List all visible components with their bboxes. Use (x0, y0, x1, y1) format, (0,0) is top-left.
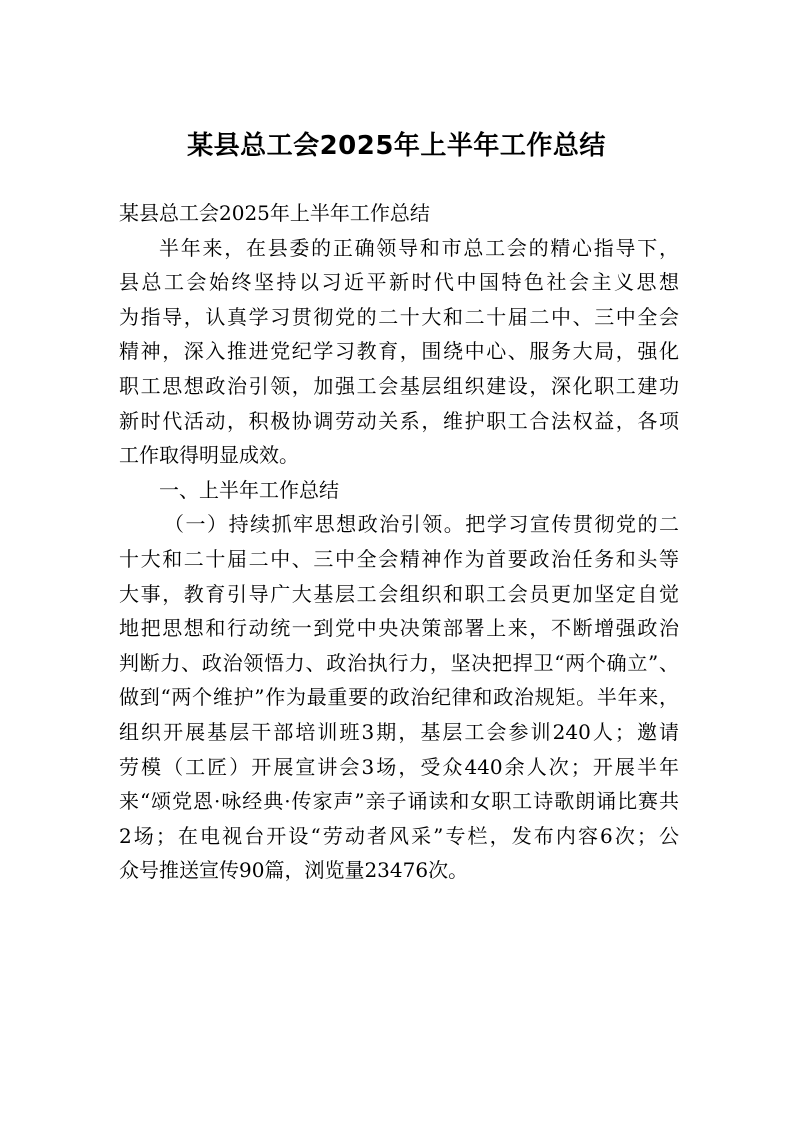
intro-paragraph (119, 231, 679, 473)
section1-line: 众号推送宣传90篇，浏览量23476次。 (119, 858, 469, 883)
section1-line: 组织开展基层干部培训班3期，基层工会参训240人；邀请 (119, 719, 679, 744)
document-title: 某县总工会2025年上半年工作总结 (187, 131, 606, 161)
section1-line: 地把思想和行动统一到党中央决策部署上来，不断增强政治 (119, 616, 679, 641)
intro-line: 县总工会始终坚持以习近平新时代中国特色社会主义思想 (119, 270, 679, 295)
intro-line: 精神，深入推进党纪学习教育，围绕中心、服务大局，强化 (119, 339, 679, 364)
section1-line: 十大和二十届二中、三中全会精神作为首要政治任务和头等 (119, 546, 679, 571)
section1-paragraph (119, 507, 679, 888)
subtitle-line: 某县总工会2025年上半年工作总结 (119, 201, 430, 225)
section1-line: 大事，教育引导广大基层工会组织和职工会员更加坚定自觉 (119, 581, 679, 606)
section1-line: 来“颂党恩·咏经典·传家声”亲子诵读和女职工诗歌朗诵比赛共 (119, 789, 679, 814)
intro-line: 工作取得明显成效。 (119, 443, 299, 468)
section-heading (119, 473, 679, 508)
document-subtitle (119, 196, 679, 231)
section-heading-line: 一、上半年工作总结 (159, 477, 339, 502)
section1-line: （一）持续抓牢思想政治引领。把学习宣传贯彻党的二 (164, 512, 679, 537)
section1-line: 劳模（工匠）开展宣讲会3场，受众440余人次；开展半年 (119, 754, 679, 779)
document-body (119, 196, 679, 888)
section1-line: 判断力、政治领悟力、政治执行力，坚决把捍卫“两个确立”、 (119, 650, 679, 675)
section1-line: 做到“两个维护”作为最重要的政治纪律和政治规矩。半年来， (119, 685, 679, 710)
intro-line: 半年来，在县委的正确领导和市总工会的精心指导下， (159, 235, 679, 260)
intro-line: 职工思想政治引领，加强工会基层组织建设，深化职工建功 (119, 373, 679, 398)
section1-line: 2场；在电视台开设“劳动者风采”专栏，发布内容6次；公 (119, 823, 679, 848)
intro-line: 为指导，认真学习贯彻党的二十大和二十届二中、三中全会 (119, 304, 679, 329)
intro-line: 新时代活动，积极协调劳动关系，维护职工合法权益，各项 (119, 408, 679, 433)
